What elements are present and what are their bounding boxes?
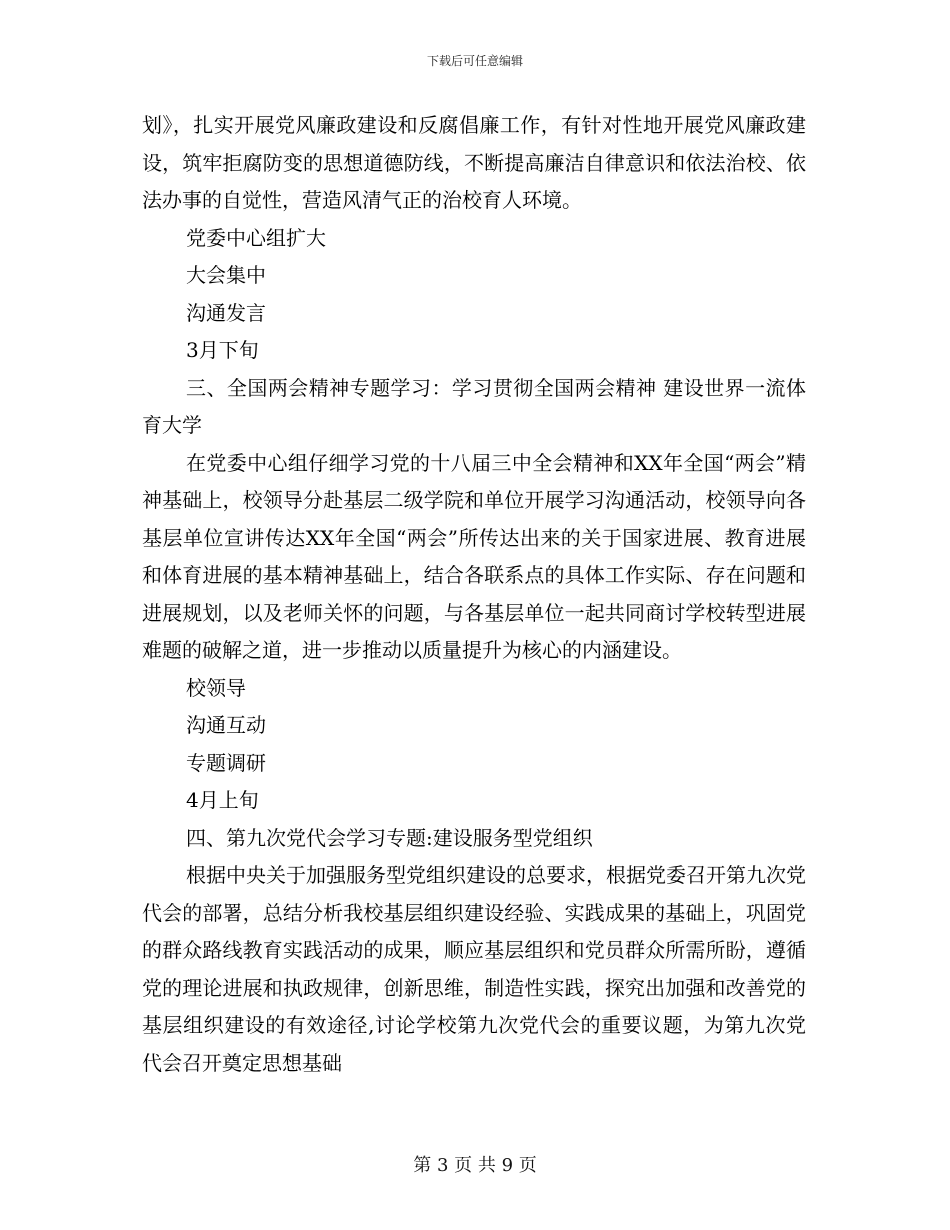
line-item: 沟通发言: [186, 300, 266, 325]
paragraph: 在党委中心组仔细学习党的十八届三中全会精神和XX年全国“两会”精神基础上，校领导分赴基层二级学院和单位开展学习沟通活动，校领导向各基层单位宣讲传达XX年全国“两会”所传达出来的关于国家进展、教育进展和体育进展的基本精神基础上，结合各联系点的具体工作实际、存在问题和进展规划，以及老师关怀的问题，与各基层单位一起共同商讨学校转型进展难题的破解之道，进一步推动以质量提升为核心的内涵建设。: [142, 450, 806, 662]
section-heading: 四、第九次党代会学习专题:建设服务型党组织: [186, 825, 593, 850]
section-heading: 三、全国两会精神专题学习：学习贯彻全国两会精神 建设世界一流体育大学: [142, 375, 806, 437]
line-item: 专题调研: [186, 750, 266, 775]
line-item: 党委中心组扩大: [186, 225, 326, 250]
header-note: 下载后可任意编辑: [426, 54, 523, 68]
line-item: 沟通互动: [186, 713, 266, 737]
page-number: 第 3 页 共 9 页: [413, 1155, 537, 1176]
paragraph: 根据中央关于加强服务型党组织建设的总要求，根据党委召开第九次党代会的部署，总结分析我校基层组织建设经验、实践成果的基础上，巩固党的群众路线教育实践活动的成果，顺应基层组织和党员群众所需所盼，遵循党的理论进展和执政规律，创新思维，制造性实践，探究出加强和改善党的基层组织建设的有效途径,讨论学校第九次党代会的重要议题，为第九次党代会召开奠定思想基础: [142, 863, 806, 1075]
line-item: 4月上旬: [186, 788, 259, 812]
line-item: 3月下旬: [186, 338, 259, 362]
line-item: 大会集中: [186, 263, 266, 287]
document-body: [142, 107, 806, 1082]
line-item: 校领导: [186, 675, 246, 700]
paragraph-continuation: 划》，扎实开展党风廉政建设和反腐倡廉工作，有针对性地开展党风廉政建设，筑牢拒腐防变的思想道德防线，不断提高廉洁自律意识和依法治校、依法办事的自觉性，营造风清气正的治校育人环境。: [142, 113, 806, 212]
